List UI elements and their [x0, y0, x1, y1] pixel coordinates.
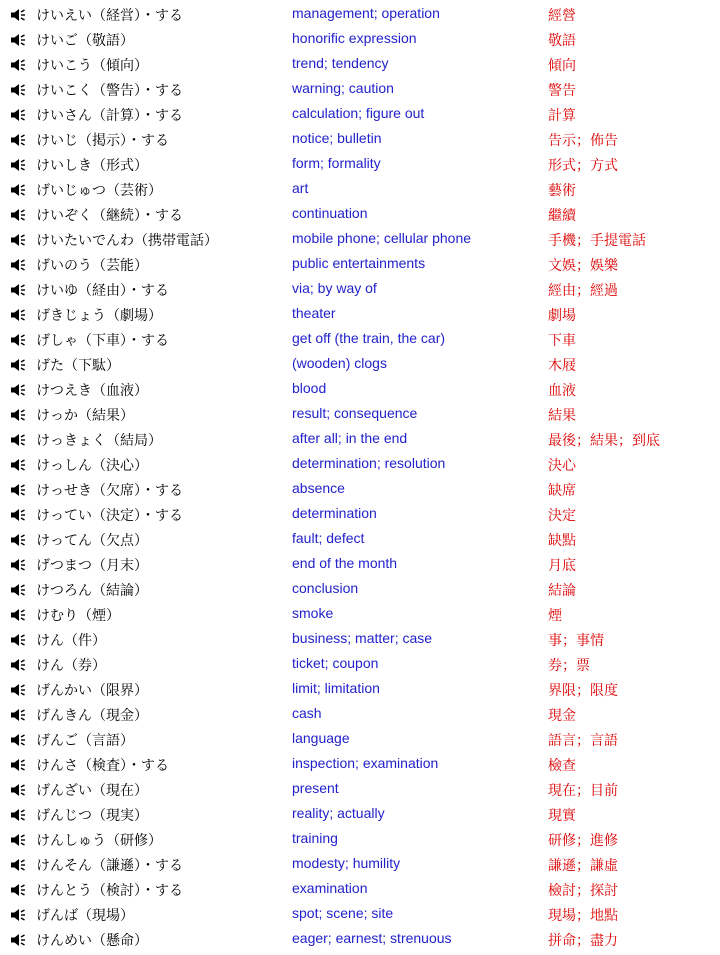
- vocab-row: [0, 602, 720, 627]
- chinese-meaning: 謙遜；謙虛: [548, 858, 618, 874]
- vocab-row: [0, 852, 720, 877]
- chinese-meaning: 界限；限度: [548, 683, 618, 699]
- japanese-term: けつろん（結論）: [36, 583, 148, 599]
- chinese-meaning: 檢討；探討: [548, 883, 618, 899]
- speaker-icon[interactable]: [10, 208, 28, 222]
- chinese-meaning: 經由；經過: [548, 283, 618, 299]
- japanese-term: けいこう（傾向）: [36, 58, 148, 74]
- japanese-term: げんじつ（現実）: [36, 808, 148, 824]
- english-meaning: present: [292, 780, 339, 796]
- chinese-meaning: 劇場: [548, 308, 576, 324]
- japanese-term: けんめい（懸命）: [36, 933, 148, 949]
- english-meaning: public entertainments: [292, 255, 426, 271]
- vocab-row: [0, 802, 720, 827]
- vocab-row: [0, 927, 720, 952]
- english-meaning: honorific expression: [292, 30, 417, 46]
- chinese-meaning: 結論: [548, 583, 576, 599]
- speaker-icon[interactable]: [10, 308, 28, 322]
- speaker-icon[interactable]: [10, 533, 28, 547]
- speaker-icon[interactable]: [10, 633, 28, 647]
- speaker-icon[interactable]: [10, 483, 28, 497]
- japanese-term: けつえき（血液）: [36, 383, 148, 399]
- japanese-term: けいたいでんわ（携帯電話）: [36, 233, 218, 249]
- english-meaning: fault; defect: [292, 530, 365, 546]
- vocab-row: [0, 702, 720, 727]
- vocab-row: [0, 627, 720, 652]
- english-meaning: determination; resolution: [292, 455, 446, 471]
- chinese-meaning: 拼命；盡力: [548, 933, 618, 949]
- vocab-row: [0, 152, 720, 177]
- english-meaning: management; operation: [292, 5, 440, 21]
- japanese-term: けんそん（謙遜）・する: [36, 858, 183, 874]
- japanese-term: けいご（敬語）: [36, 33, 134, 49]
- english-meaning: ticket; coupon: [292, 655, 379, 671]
- chinese-meaning: 最後；結果；到底: [548, 433, 660, 449]
- chinese-meaning: 現金: [548, 708, 576, 724]
- english-meaning: training: [292, 830, 338, 846]
- english-meaning: conclusion: [292, 580, 359, 596]
- english-meaning: continuation: [292, 205, 368, 221]
- vocab-row: [0, 652, 720, 677]
- english-meaning: after all; in the end: [292, 430, 408, 446]
- japanese-term: けっきょく（結局）: [36, 433, 162, 449]
- speaker-icon[interactable]: [10, 683, 28, 697]
- japanese-term: げんかい（限界）: [36, 683, 148, 699]
- speaker-icon[interactable]: [10, 758, 28, 772]
- japanese-term: げんざい（現在）: [36, 783, 148, 799]
- speaker-icon[interactable]: [10, 658, 28, 672]
- vocab-row: [0, 302, 720, 327]
- speaker-icon[interactable]: [10, 933, 28, 947]
- japanese-term: げいのう（芸能）: [36, 258, 148, 274]
- speaker-icon[interactable]: [10, 458, 28, 472]
- chinese-meaning: 研修；進修: [548, 833, 618, 849]
- english-meaning: language: [292, 730, 350, 746]
- vocab-row: [0, 77, 720, 102]
- vocab-row: [0, 677, 720, 702]
- chinese-meaning: 下車: [548, 333, 576, 349]
- chinese-meaning: 缺點: [548, 533, 576, 549]
- japanese-term: けいじ（掲示）・する: [36, 133, 169, 149]
- speaker-icon[interactable]: [10, 358, 28, 372]
- japanese-term: げつまつ（月末）: [36, 558, 148, 574]
- english-meaning: reality; actually: [292, 805, 385, 821]
- speaker-icon[interactable]: [10, 58, 28, 72]
- english-meaning: smoke: [292, 605, 334, 621]
- chinese-meaning: 決定: [548, 508, 576, 524]
- chinese-meaning: 決心: [548, 458, 576, 474]
- japanese-term: けんさ（検査）・する: [36, 758, 169, 774]
- english-meaning: end of the month: [292, 555, 398, 571]
- japanese-term: けいしき（形式）: [36, 158, 148, 174]
- vocab-row: [0, 252, 720, 277]
- english-meaning: determination: [292, 505, 377, 521]
- vocab-row: [0, 902, 720, 927]
- chinese-meaning: 繼續: [548, 208, 576, 224]
- chinese-meaning: 現實: [548, 808, 576, 824]
- speaker-icon[interactable]: [10, 808, 28, 822]
- speaker-icon[interactable]: [10, 258, 28, 272]
- japanese-term: げんきん（現金）: [36, 708, 148, 724]
- vocab-row: [0, 277, 720, 302]
- japanese-term: けってい（決定）・する: [36, 508, 183, 524]
- chinese-meaning: 文娛；娛樂: [548, 258, 618, 274]
- speaker-icon[interactable]: [10, 733, 28, 747]
- chinese-meaning: 結果: [548, 408, 576, 424]
- chinese-meaning: 煙: [548, 608, 562, 624]
- japanese-term: げしゃ（下車）・する: [36, 333, 169, 349]
- speaker-icon[interactable]: [10, 383, 28, 397]
- vocab-row: [0, 877, 720, 902]
- speaker-icon[interactable]: [10, 858, 28, 872]
- speaker-icon[interactable]: [10, 233, 28, 247]
- english-meaning: eager; earnest; strenuous: [292, 930, 452, 946]
- speaker-icon[interactable]: [10, 8, 28, 22]
- speaker-icon[interactable]: [10, 508, 28, 522]
- chinese-meaning: 手機；手提電話: [548, 233, 646, 249]
- japanese-term: けんとう（検討）・する: [36, 883, 183, 899]
- vocab-row: [0, 327, 720, 352]
- vocab-row: [0, 202, 720, 227]
- speaker-icon[interactable]: [10, 783, 28, 797]
- japanese-term: けっせき（欠席）・する: [36, 483, 183, 499]
- vocab-row: [0, 502, 720, 527]
- japanese-term: げんご（言語）: [36, 733, 134, 749]
- chinese-meaning: 警告: [548, 83, 576, 99]
- vocabulary-table: [0, 2, 720, 952]
- chinese-meaning: 缺席: [548, 483, 576, 499]
- vocab-row: [0, 727, 720, 752]
- chinese-meaning: 血液: [548, 383, 576, 399]
- speaker-icon[interactable]: [10, 283, 28, 297]
- japanese-term: げいじゅつ（芸術）: [36, 183, 162, 199]
- speaker-icon[interactable]: [10, 883, 28, 897]
- chinese-meaning: 語言；言語: [548, 733, 618, 749]
- speaker-icon[interactable]: [10, 708, 28, 722]
- japanese-term: けむり（煙）: [36, 608, 120, 624]
- english-meaning: form; formality: [292, 155, 381, 171]
- japanese-term: けっか（結果）: [36, 408, 134, 424]
- japanese-term: げきじょう（劇場）: [36, 308, 162, 324]
- vocab-row: [0, 102, 720, 127]
- vocab-row: [0, 577, 720, 602]
- english-meaning: spot; scene; site: [292, 905, 394, 921]
- english-meaning: art: [292, 180, 309, 196]
- speaker-icon[interactable]: [10, 183, 28, 197]
- english-meaning: absence: [292, 480, 345, 496]
- english-meaning: (wooden) clogs: [292, 355, 387, 371]
- chinese-meaning: 經營: [548, 8, 576, 24]
- vocab-row: [0, 777, 720, 802]
- vocab-row: [0, 527, 720, 552]
- english-meaning: business; matter; case: [292, 630, 433, 646]
- chinese-meaning: 傾向: [548, 58, 576, 74]
- japanese-term: けん（券）: [36, 658, 106, 674]
- japanese-term: けんしゅう（研修）: [36, 833, 162, 849]
- vocab-row: [0, 452, 720, 477]
- chinese-meaning: 檢查: [548, 758, 576, 774]
- japanese-term: けん（件）: [36, 633, 106, 649]
- chinese-meaning: 藝術: [548, 183, 576, 199]
- english-meaning: get off (the train, the car): [292, 330, 446, 346]
- chinese-meaning: 計算: [548, 108, 576, 124]
- english-meaning: trend; tendency: [292, 55, 389, 71]
- speaker-icon[interactable]: [10, 908, 28, 922]
- english-meaning: warning; caution: [292, 80, 394, 96]
- vocab-row: [0, 27, 720, 52]
- vocab-row: [0, 127, 720, 152]
- speaker-icon[interactable]: [10, 133, 28, 147]
- japanese-term: けっしん（決心）: [36, 458, 148, 474]
- vocab-row: [0, 377, 720, 402]
- speaker-icon[interactable]: [10, 158, 28, 172]
- chinese-meaning: 告示；佈告: [548, 133, 618, 149]
- english-meaning: inspection; examination: [292, 755, 439, 771]
- speaker-icon[interactable]: [10, 558, 28, 572]
- english-meaning: cash: [292, 705, 322, 721]
- vocab-row: [0, 227, 720, 252]
- vocab-row: [0, 352, 720, 377]
- chinese-meaning: 券；票: [548, 658, 590, 674]
- japanese-term: けってん（欠点）: [36, 533, 148, 549]
- vocab-row: [0, 2, 720, 27]
- japanese-term: けいゆ（経由）・する: [36, 283, 169, 299]
- chinese-meaning: 月底: [548, 558, 576, 574]
- speaker-icon[interactable]: [10, 333, 28, 347]
- japanese-term: けいぞく（継続）・する: [36, 208, 183, 224]
- english-meaning: examination: [292, 880, 368, 896]
- speaker-icon[interactable]: [10, 608, 28, 622]
- speaker-icon[interactable]: [10, 433, 28, 447]
- japanese-term: けいこく（警告）・する: [36, 83, 183, 99]
- english-meaning: notice; bulletin: [292, 130, 382, 146]
- chinese-meaning: 木屐: [548, 358, 576, 374]
- chinese-meaning: 敬語: [548, 33, 576, 49]
- vocab-row: [0, 552, 720, 577]
- vocab-row: [0, 752, 720, 777]
- english-meaning: via; by way of: [292, 280, 377, 296]
- vocab-row: [0, 827, 720, 852]
- chinese-meaning: 現場；地點: [548, 908, 618, 924]
- japanese-term: げんば（現場）: [36, 908, 134, 924]
- english-meaning: modesty; humility: [292, 855, 401, 871]
- japanese-term: げた（下駄）: [36, 358, 120, 374]
- speaker-icon[interactable]: [10, 833, 28, 847]
- english-meaning: blood: [292, 380, 327, 396]
- chinese-meaning: 形式；方式: [548, 158, 618, 174]
- english-meaning: theater: [292, 305, 336, 321]
- chinese-meaning: 事；事情: [548, 633, 604, 649]
- chinese-meaning: 現在；目前: [548, 783, 618, 799]
- english-meaning: calculation; figure out: [292, 105, 425, 121]
- speaker-icon[interactable]: [10, 583, 28, 597]
- speaker-icon[interactable]: [10, 83, 28, 97]
- japanese-term: けいさん（計算）・する: [36, 108, 183, 124]
- english-meaning: result; consequence: [292, 405, 418, 421]
- vocab-row: [0, 52, 720, 77]
- speaker-icon[interactable]: [10, 408, 28, 422]
- speaker-icon[interactable]: [10, 33, 28, 47]
- english-meaning: mobile phone; cellular phone: [292, 230, 472, 246]
- vocab-row: [0, 427, 720, 452]
- vocab-row: [0, 402, 720, 427]
- english-meaning: limit; limitation: [292, 680, 380, 696]
- japanese-term: けいえい（経営）・する: [36, 8, 183, 24]
- vocab-row: [0, 177, 720, 202]
- speaker-icon[interactable]: [10, 108, 28, 122]
- vocab-row: [0, 477, 720, 502]
